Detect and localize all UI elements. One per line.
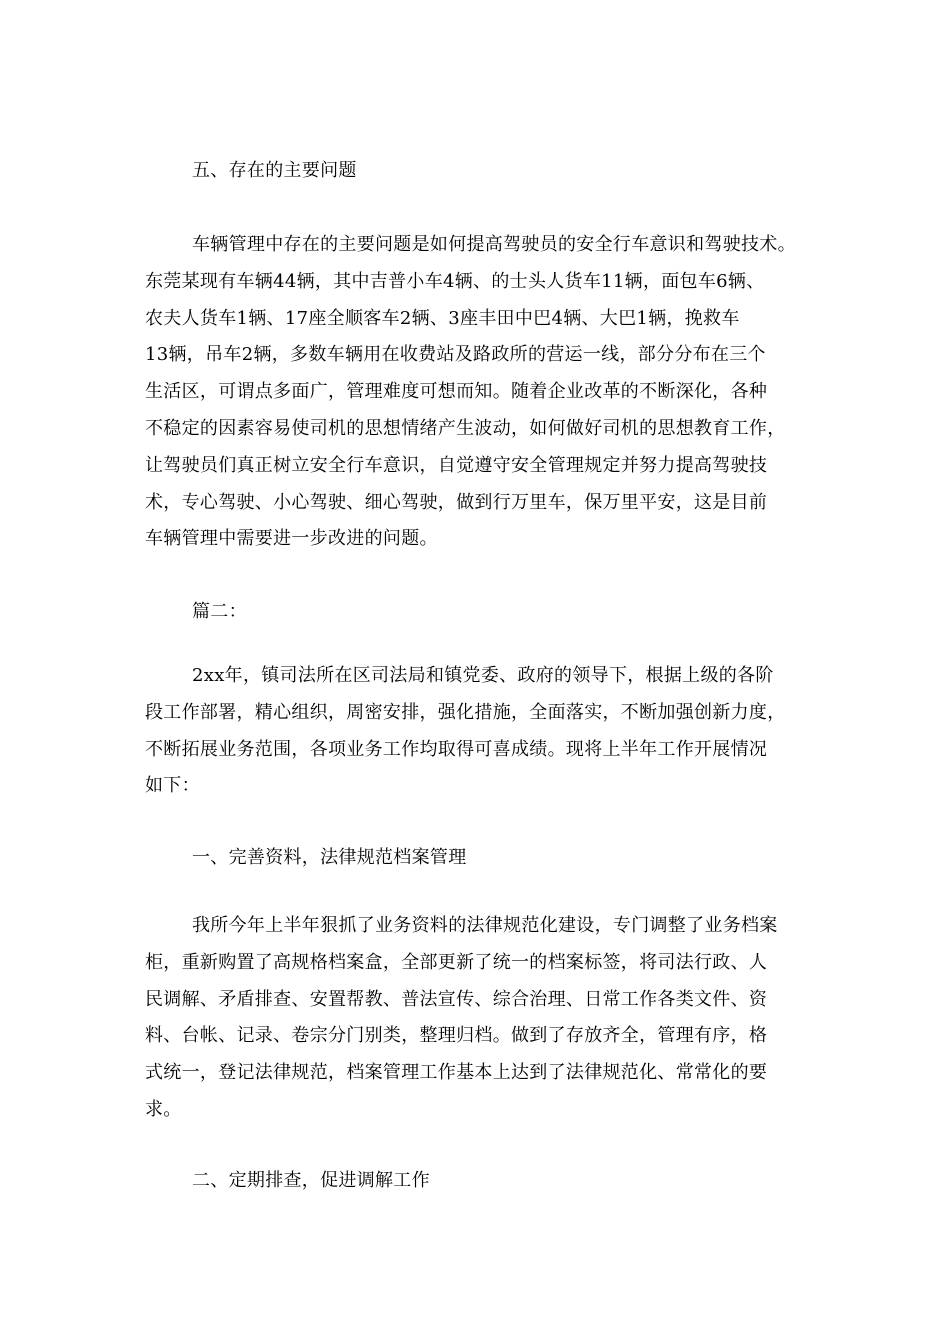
paragraph-line: 车辆管理中需要进一步改进的问题。	[145, 528, 438, 550]
item-1-heading-block	[145, 840, 805, 877]
paragraph-line: 13辆，吊车2辆，多数车辆用在收费站及路政所的营运一线，部分分布在三个	[145, 344, 766, 366]
paragraph-line: 车辆管理中存在的主要问题是如何提高驾驶员的安全行车意识和驾驶技术。	[192, 234, 796, 255]
item-1-heading: 一、完善资料，法律规范档案管理	[192, 847, 467, 868]
paragraph-line: 东莞某现有车辆44辆，其中吉普小车4辆、的士头人货车11辆，面包车6辆、	[145, 270, 765, 292]
paragraph-line: 不稳定的因素容易使司机的思想情绪产生波动，如何做好司机的思想教育工作，	[145, 417, 786, 439]
paragraph-line: 求。	[145, 1098, 182, 1120]
section-5-paragraph	[145, 227, 805, 558]
paragraph-line: 我所今年上半年狠抓了业务资料的法律规范化建设，专门调整了业务档案	[192, 915, 778, 936]
paragraph-line: 不断拓展业务范围，各项业务工作均取得可喜成绩。现将上半年工作开展情况	[145, 738, 768, 760]
item-2-heading-block	[145, 1163, 805, 1200]
paragraph-line: 料、台帐、记录、卷宗分门别类，整理归档。做到了存放齐全，管理有序，格	[145, 1025, 768, 1047]
item-1-paragraph	[145, 908, 805, 1129]
section-5-heading: 五、存在的主要问题	[192, 160, 357, 181]
section-5-heading-block	[145, 153, 805, 190]
intro-paragraph	[145, 658, 805, 805]
paragraph-line: 式统一，登记法律规范，档案管理工作基本上达到了法律规范化、常常化的要	[145, 1062, 768, 1084]
paragraph-line: 让驾驶员们真正树立安全行车意识，自觉遵守安全管理规定并努力提高驾驶技	[145, 454, 768, 476]
paragraph-line: 2xx年，镇司法所在区司法局和镇党委、政府的领导下，根据上级的各阶	[192, 665, 774, 686]
paragraph-line: 如下：	[145, 775, 200, 797]
paragraph-line: 段工作部署，精心组织，周密安排，强化措施，全面落实，不断加强创新力度，	[145, 701, 786, 723]
paragraph-line: 农夫人货车1辆、17座全顺客车2辆、3座丰田中巴4辆、大巴1辆，挽救车	[145, 307, 740, 329]
paragraph-line: 生活区，可谓点多面广，管理难度可想而知。随着企业改革的不断深化，各种	[145, 381, 768, 403]
part-2-heading: 篇二：	[192, 601, 247, 622]
paragraph-line: 民调解、矛盾排查、安置帮教、普法宣传、综合治理、日常工作各类文件、资	[145, 988, 768, 1010]
paragraph-line: 柜，重新购置了高规格档案盒，全部更新了统一的档案标签，将司法行政、人	[145, 951, 768, 973]
paragraph-line: 术，专心驾驶、小心驾驶、细心驾驶，做到行万里车，保万里平安，这是目前	[145, 491, 768, 513]
item-2-heading: 二、定期排查，促进调解工作	[192, 1170, 430, 1191]
part-2-heading-block	[145, 594, 805, 631]
